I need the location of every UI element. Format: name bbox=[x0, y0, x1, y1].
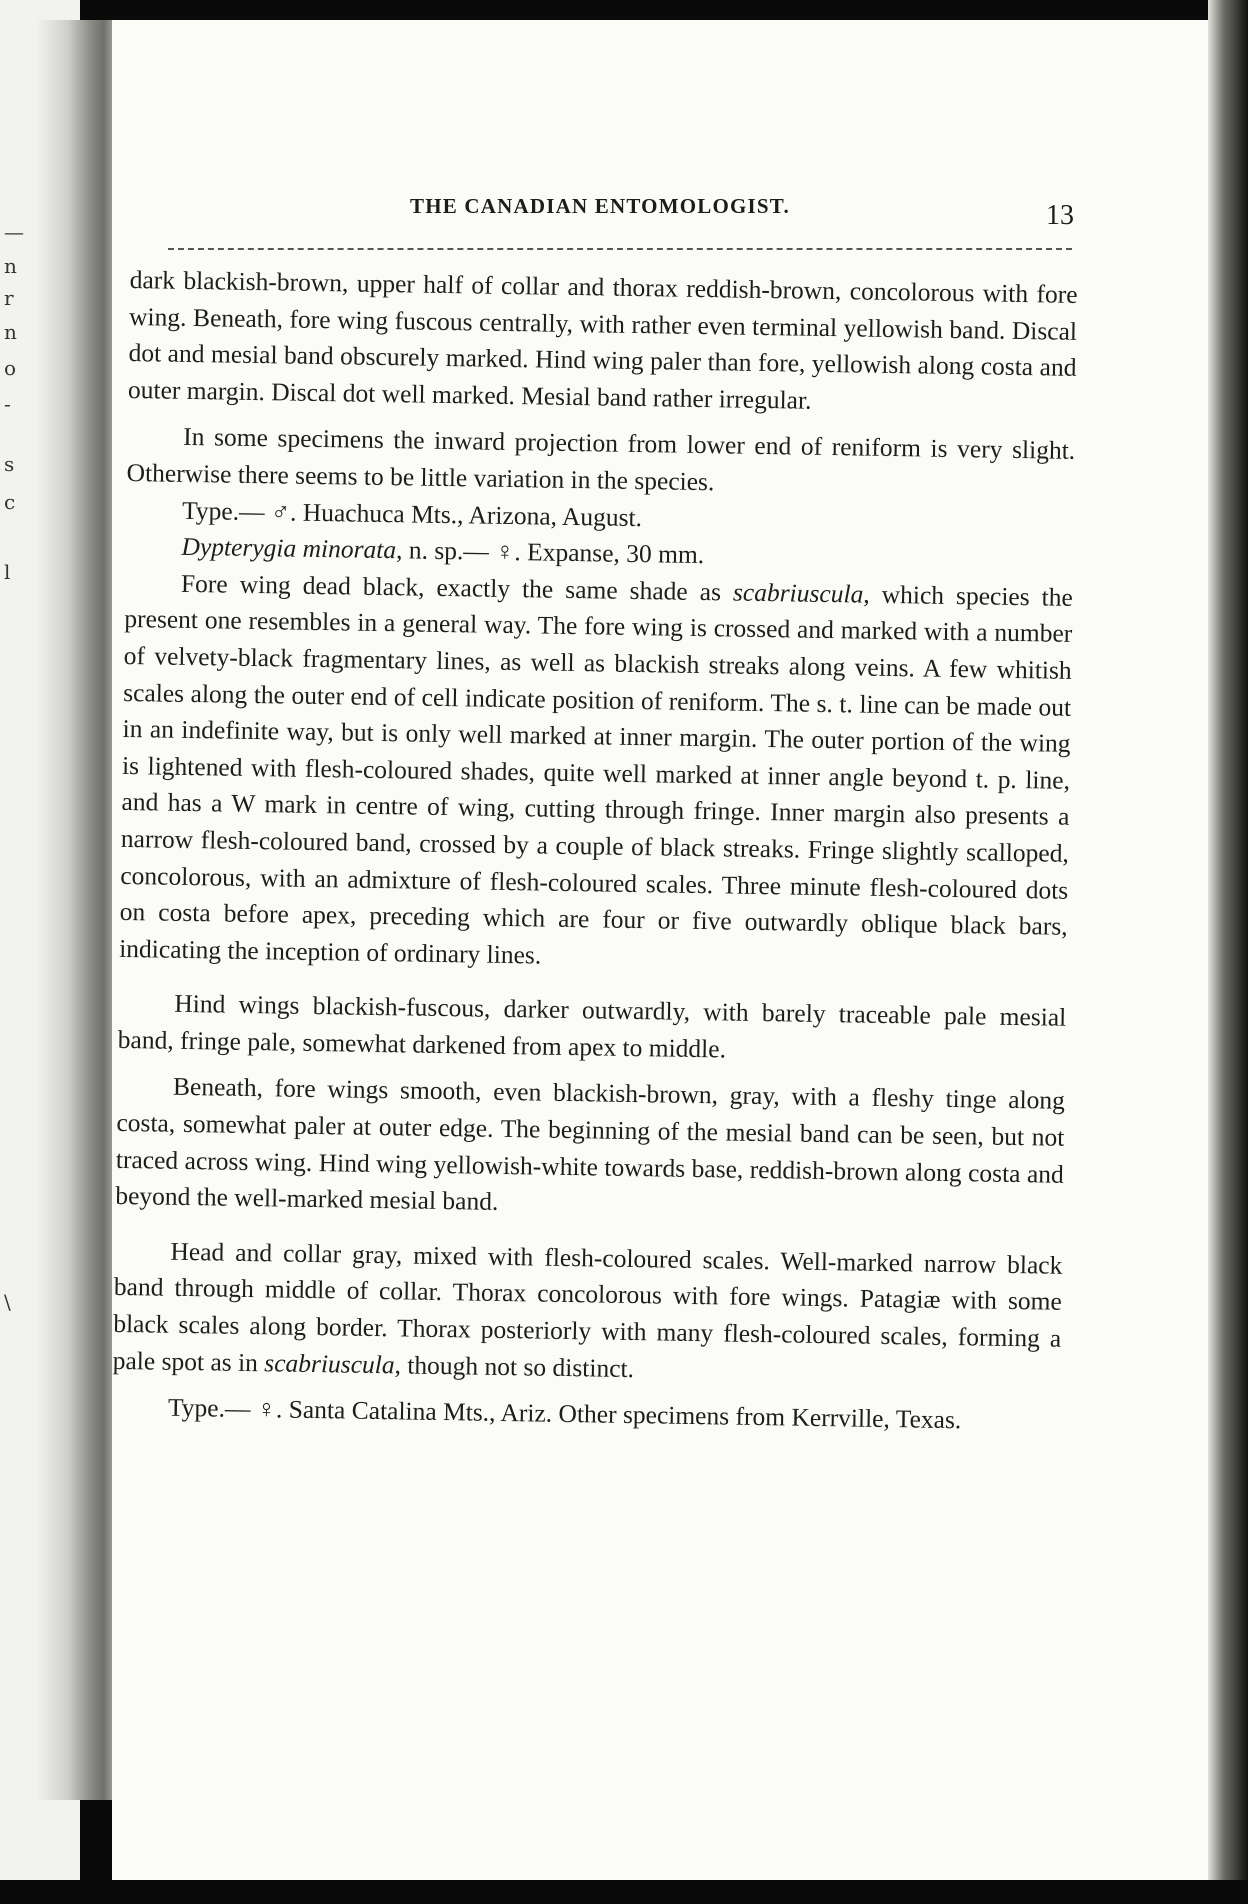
type-locality-male: Type.— ♂. Huachuca Mts., Arizona, August. bbox=[181, 495, 643, 532]
margin-fragment: \ bbox=[4, 1290, 11, 1314]
paragraph-hind-wings: Hind wings blackish-fuscous, darker outwardly, with barely traceable pale mesial band, fringe pale, somewhat darkened from apex to middle. bbox=[117, 989, 1067, 1064]
head-collar-text-a: Head and collar gray, mixed with flesh-coloured scales. Well-marked narrow black band through middle of collar. Thorax concolorous with fore wings. Patagiæ with some black scales along border. Thorax posteriorly with many flesh-coloured scales, forming a pale spot as in bbox=[112, 1236, 1063, 1377]
margin-fragment: l bbox=[4, 560, 11, 584]
margin-fragment: - bbox=[4, 392, 11, 416]
margin-fragment: r bbox=[4, 286, 14, 310]
margin-fragment: s bbox=[4, 452, 15, 476]
margin-fragment: n bbox=[4, 320, 17, 344]
margin-fragment: — bbox=[4, 220, 24, 244]
body-text bbox=[112, 262, 1078, 1441]
fore-wing-text-a: Fore wing dead black, exactly the same shade as bbox=[180, 568, 734, 607]
running-title: THE CANADIAN ENTOMOLOGIST. bbox=[410, 194, 790, 218]
species-heading-rest: , n. sp.— ♀. Expanse, 30 mm. bbox=[395, 535, 705, 570]
page-edge-shadow bbox=[1208, 0, 1248, 1904]
compared-species-name: scabriuscula bbox=[732, 577, 864, 609]
paragraph-continued: dark blackish-brown, upper half of collar and thorax reddish-brown, concolorous with fore wing. Beneath, fore wing fuscous centrally, with rather even terminal yellowish band. Discal dot and mesial band obscurely marked. Hind wing paler than fore, yellowish along costa and outer margin. Discal dot well marked. Mesial band rather irregular. bbox=[127, 264, 1078, 415]
margin-fragment: o bbox=[4, 356, 17, 380]
header-rule bbox=[168, 248, 1072, 250]
scan-top-border bbox=[0, 0, 1248, 20]
paragraph-beneath: Beneath, fore wings smooth, even blackish-brown, gray, with a fleshy tinge along costa, somewhat paler at outer edge. The beginning of the mesial band can be seen, but not traced across wing. Hind wing yellowish-white towards base, reddish-brown along costa and beyond the well-marked mesial band. bbox=[115, 1072, 1066, 1217]
fore-wing-text-b: , which species the present one resembles in a general way. The fore wing is crossed and marked with a number of velvety-black fragmentary lines, as well as blackish streaks along veins. A few whitish scales along the outer end of cell indicate position of reniform. The s. t. line can be made out in an indefinite way, but is only well marked at inner margin. The outer portion of the wing is lightened with flesh-coloured shades, quite well marked at inner angle beyond t. p. line, and has a W mark in centre of wing, cutting through fringe. Inner margin also presents a narrow flesh-coloured band, crossed by a couple of black streaks. Fringe slightly scalloped, concolorous, with an admixture of flesh-coloured scales. Three minute flesh-coloured dots on costa before apex, preceding which are four or five outwardly oblique black bars, indicating the inception of ordinary lines. bbox=[118, 579, 1074, 970]
paragraph-head-collar bbox=[112, 1233, 1062, 1394]
paragraph-fore-wing bbox=[119, 565, 1073, 982]
margin-fragment: c bbox=[4, 490, 16, 514]
margin-fragment: n bbox=[4, 254, 17, 278]
paragraph-variation: In some specimens the inward projection from lower end of reniform is very slight. Otherwise there seems to be little variation in the species. bbox=[126, 422, 1076, 497]
species-name: Dypterygia minorata bbox=[181, 532, 397, 565]
head-collar-text-b: , though not so distinct. bbox=[394, 1349, 635, 1383]
compared-species-name-2: scabriuscula bbox=[264, 1347, 395, 1379]
page-number: 13 bbox=[1046, 200, 1074, 231]
type-locality-female: Type.— ♀. Santa Catalina Mts., Ariz. Other specimens from Kerrville, Texas. bbox=[167, 1392, 962, 1435]
scan-bottom-border bbox=[0, 1880, 1248, 1904]
